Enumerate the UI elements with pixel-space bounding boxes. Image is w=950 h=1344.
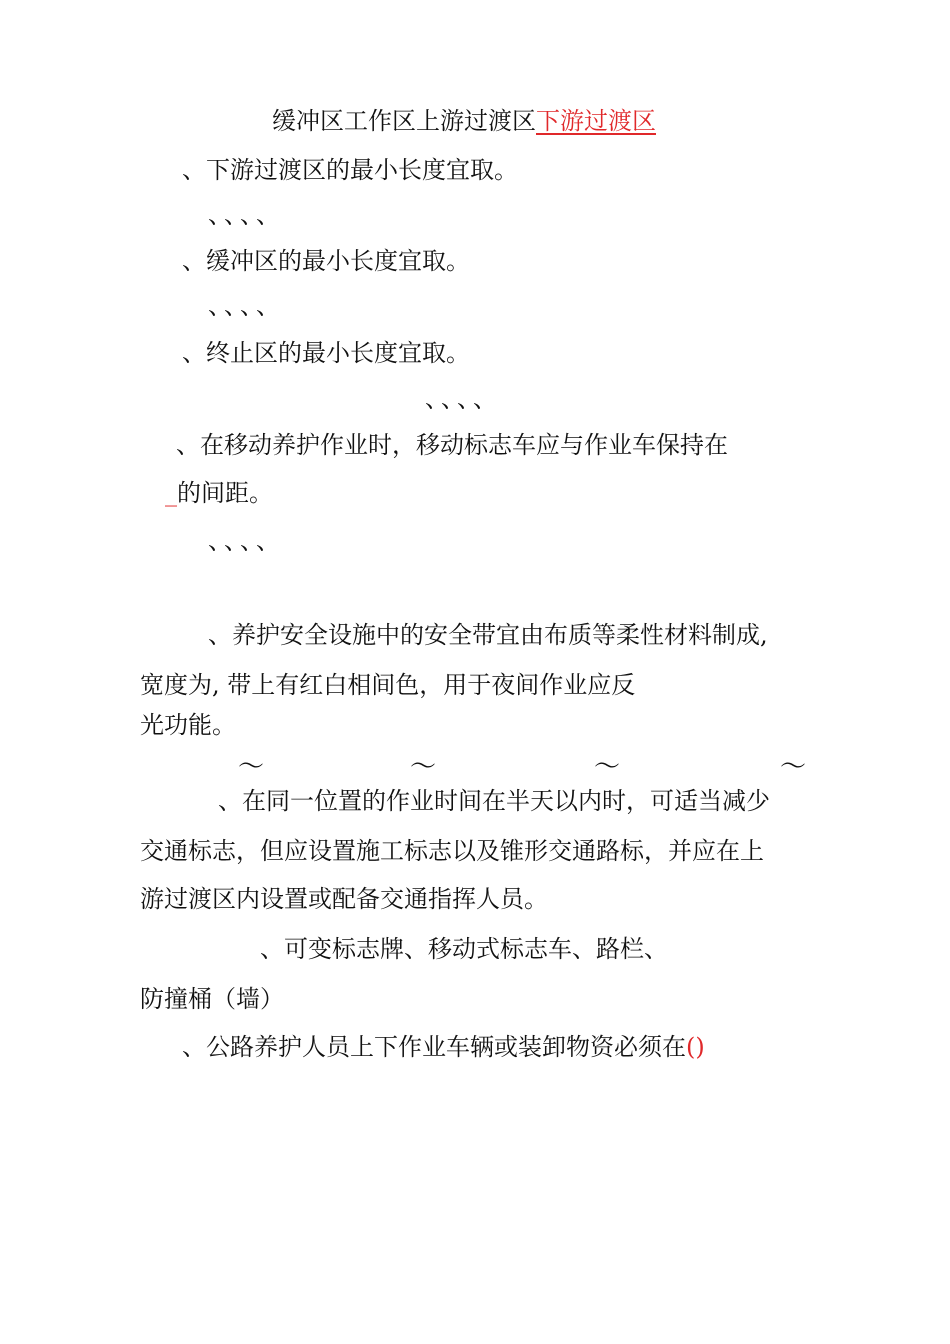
question-8-text: 、公路养护人员上下作业车辆或装卸物资必须在: [182, 1033, 686, 1061]
range-tilde-2: ～: [410, 752, 437, 782]
header-highlight: 下游过渡区: [536, 107, 656, 135]
question-4-options: 、、、、: [208, 527, 284, 555]
question-1-options: 、、、、: [208, 201, 284, 229]
question-2-options: 、、、、: [208, 292, 284, 320]
question-5: 、养护安全设施中的安全带宜由布质等柔性材料制成,: [208, 621, 768, 649]
question-5-line2: 宽度为, 带上有红白相间色，用于夜间作业应反: [140, 671, 636, 699]
question-4-tail: 的间距。: [177, 479, 273, 507]
question-5-line3: 光功能。: [140, 711, 236, 739]
header-line: [272, 106, 656, 136]
question-3: 、终止区的最小长度宜取。: [182, 339, 470, 367]
question-6-line3: 游过渡区内设置或配备交通指挥人员。: [140, 885, 548, 913]
question-4: 、在移动养护作业时，移动标志车应与作业车保持在: [176, 431, 728, 459]
question-7-line2: 防撞桶（墙）: [140, 985, 284, 1013]
range-tilde-1: ～: [238, 752, 265, 782]
question-6: 、在同一位置的作业时间在半天以内时，可适当减少: [218, 787, 770, 815]
answer-parentheses: (): [686, 1033, 705, 1061]
header-text: 缓冲区工作区上游过渡区: [272, 107, 536, 135]
question-3-options: 、、、、: [425, 385, 501, 413]
question-8: [182, 1032, 705, 1062]
question-2: 、缓冲区的最小长度宜取。: [182, 247, 470, 275]
range-tilde-3: ～: [594, 752, 621, 782]
range-tilde-4: ～: [780, 752, 807, 782]
question-1: 、下游过渡区的最小长度宜取。: [182, 156, 518, 184]
question-6-line2: 交通标志，但应设置施工标志以及锥形交通路标，并应在上: [140, 837, 764, 865]
question-4-continued: [165, 478, 273, 508]
question-7: 、可变标志牌、移动式标志车、路栏、: [260, 935, 668, 963]
answer-blank: _: [165, 479, 177, 507]
